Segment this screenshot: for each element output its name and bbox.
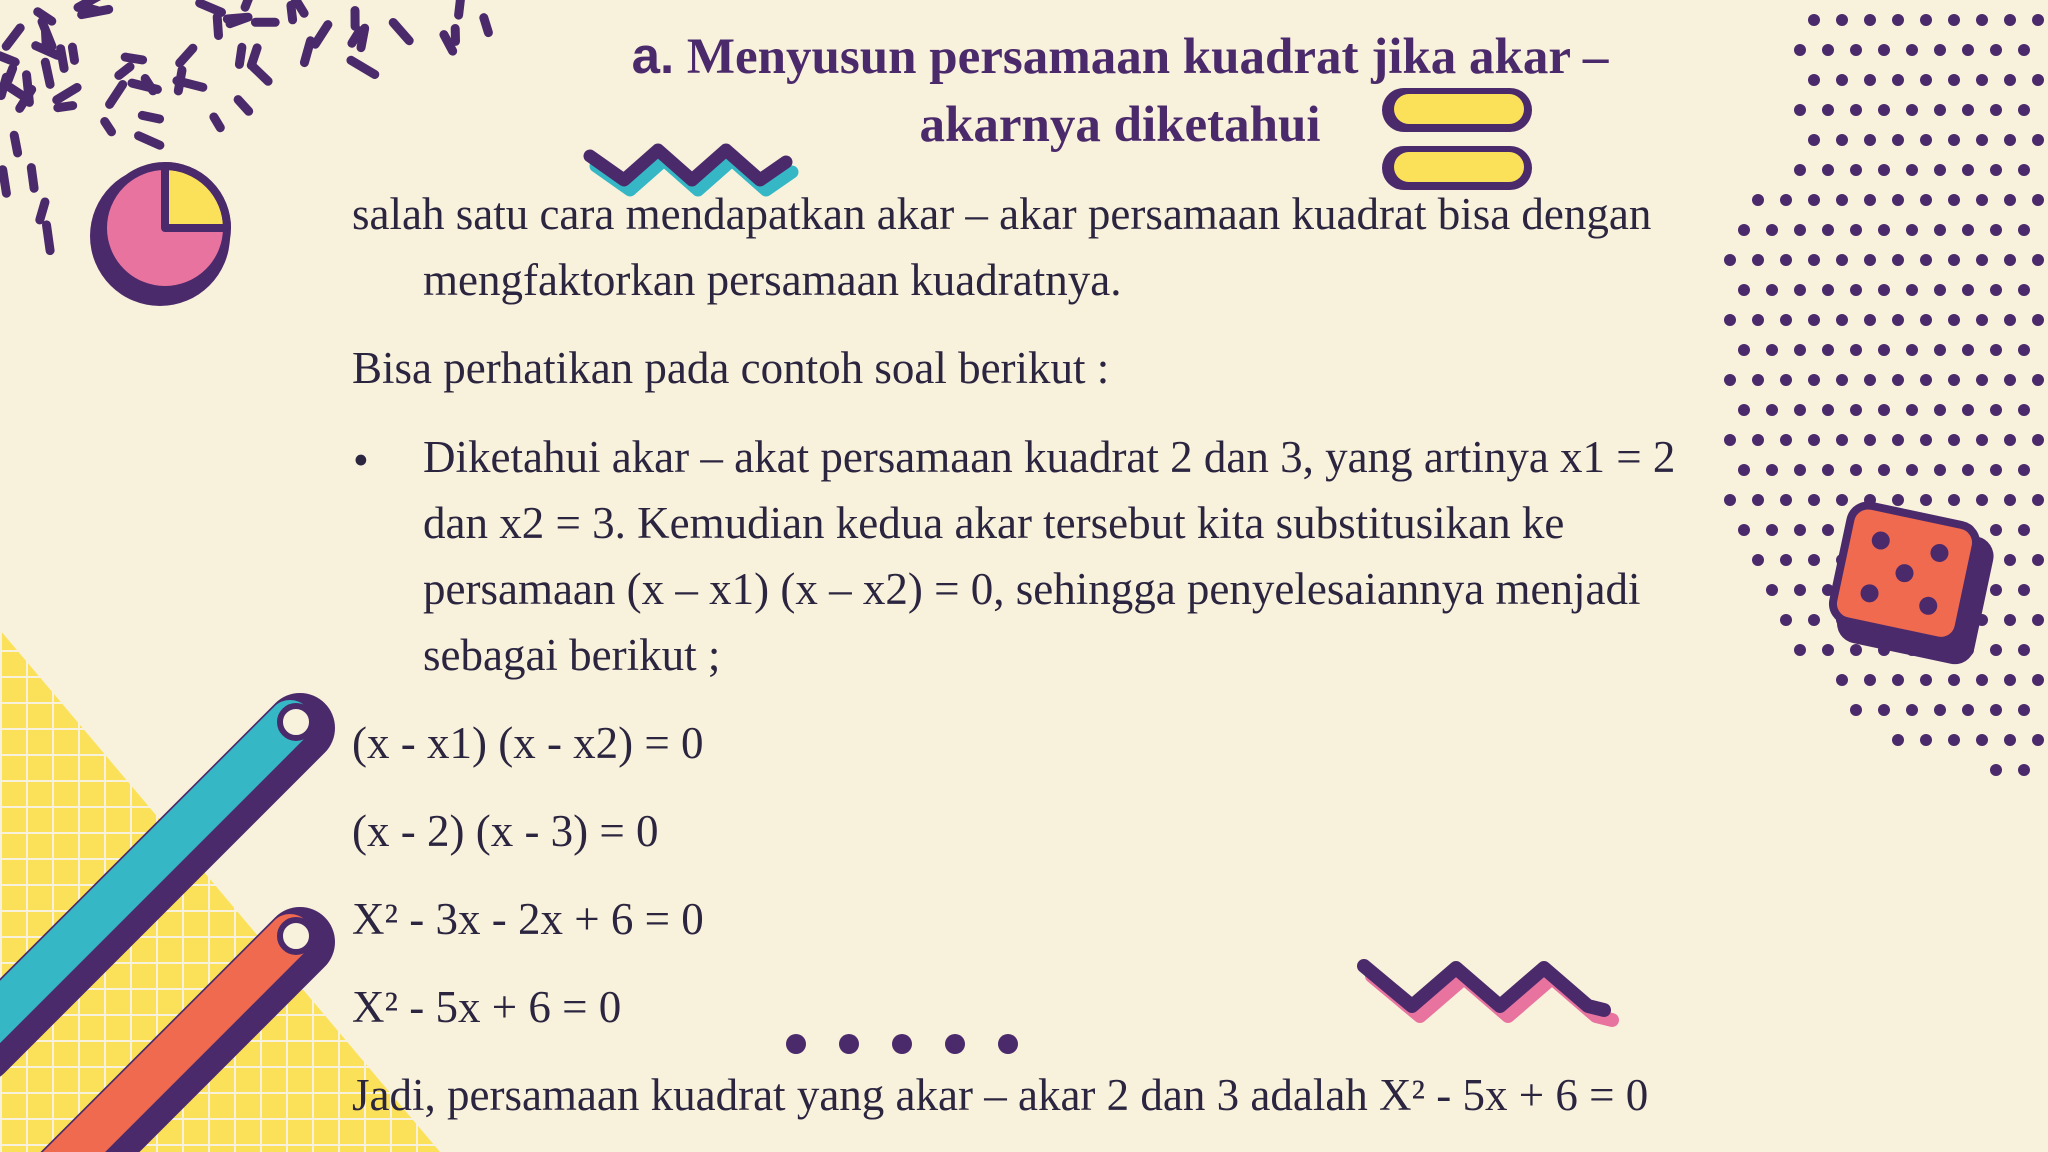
polka-dot (1794, 284, 1806, 296)
polka-dot (1990, 464, 2002, 476)
polka-dot (2018, 524, 2030, 536)
confetti-dash (6, 28, 20, 46)
polka-dot (1864, 314, 1876, 326)
polka-dot (2004, 614, 2016, 626)
polka-dot (1766, 284, 1778, 296)
polka-dot (2018, 464, 2030, 476)
confetti-dash (47, 225, 51, 251)
polka-dot (1794, 44, 1806, 56)
polka-dot (1822, 404, 1834, 416)
polka-dot (1878, 464, 1890, 476)
confetti-dash (139, 136, 160, 145)
confetti-dash (315, 25, 328, 45)
polka-dot (1808, 194, 1820, 206)
polka-dot (2032, 14, 2044, 26)
polka-dot (1738, 404, 1750, 416)
polka-dot (1724, 314, 1736, 326)
polka-dot (1864, 14, 1876, 26)
conclusion: Jadi, persamaan kuadrat yang akar – akar 2 dan 3 adalah X² - 5x + 6 = 0 (352, 1070, 1649, 1120)
polka-dot (2018, 404, 2030, 416)
polka-dot (1794, 524, 1806, 536)
polka-dot (1752, 494, 1764, 506)
polka-dot (1962, 164, 1974, 176)
polka-dot (1906, 224, 1918, 236)
polka-dot (1934, 404, 1946, 416)
polka-dot (1808, 554, 1820, 566)
polka-dot (1794, 404, 1806, 416)
polka-dot (2004, 554, 2016, 566)
polka-dot (1836, 434, 1848, 446)
polka-dot (1892, 254, 1904, 266)
polka-dot (1808, 374, 1820, 386)
polka-dot (1920, 674, 1932, 686)
example-intro: Bisa perhatikan pada contoh soal berikut : (352, 343, 1110, 393)
confetti-dash (295, 0, 304, 13)
polka-dot (1976, 734, 1988, 746)
polka-dot (1878, 44, 1890, 56)
title-prefix: a. (631, 27, 675, 84)
polka-dot (1976, 434, 1988, 446)
polka-dot (2004, 74, 2016, 86)
polka-dot (1948, 434, 1960, 446)
confetti-dash (238, 100, 249, 112)
polka-dot (1808, 614, 1820, 626)
polka-dot (1878, 344, 1890, 356)
polka-dot (1780, 494, 1792, 506)
polka-dot (1836, 134, 1848, 146)
polka-dot (1780, 374, 1792, 386)
polka-dot (1878, 704, 1890, 716)
polka-dot (1892, 14, 1904, 26)
polka-dot (1794, 584, 1806, 596)
polka-dot (2018, 584, 2030, 596)
confetti-dash (40, 202, 45, 220)
polka-dot (1738, 284, 1750, 296)
polka-dot (1738, 224, 1750, 236)
polka-dot (1752, 554, 1764, 566)
polka-dot (1738, 344, 1750, 356)
polka-dot (1948, 194, 1960, 206)
polka-dot (1920, 374, 1932, 386)
polka-dot (1948, 14, 1960, 26)
polka-dot (2004, 314, 2016, 326)
confetti-dash (3, 170, 7, 194)
polka-dot (1822, 344, 1834, 356)
polka-dot (1976, 134, 1988, 146)
polka-dot (1878, 104, 1890, 116)
polka-dot (1990, 284, 2002, 296)
polka-dot (1808, 434, 1820, 446)
polka-dot (2032, 74, 2044, 86)
polka-dot (2032, 194, 2044, 206)
polka-dot (2004, 734, 2016, 746)
polka-dot (1864, 674, 1876, 686)
polka-dot (1780, 614, 1792, 626)
polka-dot (2004, 14, 2016, 26)
confetti-dash (72, 47, 74, 60)
polka-dot (2018, 644, 2030, 656)
confetti-dash (58, 106, 73, 108)
dot-row (786, 1034, 1018, 1054)
confetti-dash (31, 168, 34, 189)
polka-dot (2004, 194, 2016, 206)
confetti-dash (105, 122, 112, 132)
polka-dot (2032, 614, 2044, 626)
confetti-dash (142, 115, 159, 119)
confetti-dash (180, 48, 193, 63)
polka-dot (1990, 404, 2002, 416)
polka-dot (1850, 404, 1862, 416)
dice-icon (1825, 502, 1998, 668)
polka-dot (1836, 674, 1848, 686)
polka-dot (1920, 494, 1932, 506)
polka-dot (1948, 134, 1960, 146)
polka-dot (2032, 434, 2044, 446)
confetti-dash (57, 88, 77, 100)
polka-dot (1906, 44, 1918, 56)
polka-dot (1808, 134, 1820, 146)
confetti-dash (239, 47, 242, 64)
polka-dot (1864, 134, 1876, 146)
polka-dot (1822, 284, 1834, 296)
polka-dot (2032, 134, 2044, 146)
polka-dot (1990, 224, 2002, 236)
polka-dot (1878, 404, 1890, 416)
polka-dot (1962, 464, 1974, 476)
title-line1: Menyusun persamaan kuadrat jika akar – (686, 29, 1609, 85)
step-1: (x - x1) (x - x2) = 0 (352, 718, 704, 768)
polka-dot (1794, 224, 1806, 236)
polka-dot (1948, 74, 1960, 86)
polka-dot (1878, 164, 1890, 176)
polka-dot (1794, 104, 1806, 116)
polka-dot (1766, 224, 1778, 236)
step-3: X² - 3x - 2x + 6 = 0 (352, 894, 704, 944)
polka-dot (1780, 194, 1792, 206)
polka-dot (1850, 464, 1862, 476)
polka-dot (2004, 374, 2016, 386)
polka-dot (1920, 254, 1932, 266)
polka-dot (1920, 194, 1932, 206)
polka-dot (2018, 104, 2030, 116)
polka-dot (2018, 704, 2030, 716)
polka-dot (2004, 254, 2016, 266)
polka-dot (1850, 344, 1862, 356)
polka-dot (1738, 524, 1750, 536)
polka-dot (1906, 404, 1918, 416)
confetti-dash (484, 18, 489, 33)
polka-dot (2018, 224, 2030, 236)
polka-dot (2032, 374, 2044, 386)
polka-dot (2018, 164, 2030, 176)
polka-dot (1934, 344, 1946, 356)
polka-dot (1962, 44, 1974, 56)
polka-dot (1906, 704, 1918, 716)
polka-dot (2032, 314, 2044, 326)
polka-dot (1948, 734, 1960, 746)
polka-dot (1752, 254, 1764, 266)
polka-dot (1990, 644, 2002, 656)
slide-title (560, 22, 1680, 159)
confetti-dash (119, 67, 130, 76)
polka-dot (1724, 494, 1736, 506)
confetti-dash (217, 17, 218, 36)
confetti-dash (230, 18, 247, 24)
polka-dot (1850, 644, 1862, 656)
polka-dot (1906, 104, 1918, 116)
polka-dot (1962, 224, 1974, 236)
polka-dot (1752, 314, 1764, 326)
polka-dot (1780, 554, 1792, 566)
intro-line-1: salah satu cara mendapatkan akar – akar persamaan kuadrat bisa dengan (352, 189, 1652, 239)
polka-dot (1934, 44, 1946, 56)
polka-dot (1962, 404, 1974, 416)
polka-dot (2032, 494, 2044, 506)
polka-dot (1920, 134, 1932, 146)
confetti-dash (459, 0, 461, 15)
polka-dot (1850, 704, 1862, 716)
polka-dot (1948, 494, 1960, 506)
polka-dot (2032, 554, 2044, 566)
confetti-dash (214, 117, 220, 128)
polka-dot (1766, 524, 1778, 536)
polka-dot (2032, 254, 2044, 266)
polka-dot (1822, 164, 1834, 176)
polka-dot (1864, 254, 1876, 266)
polka-dot (1892, 734, 1904, 746)
polka-dot (1948, 674, 1960, 686)
polka-dot (2004, 434, 2016, 446)
polka-dot (1920, 14, 1932, 26)
polka-dot (1934, 284, 1946, 296)
polka-dot (2018, 764, 2030, 776)
polka-dot (1724, 434, 1736, 446)
polka-dot (1766, 404, 1778, 416)
polka-dot (1892, 434, 1904, 446)
polka-dot (2004, 674, 2016, 686)
confetti-dash (245, 0, 250, 7)
polka-dot (1808, 254, 1820, 266)
polka-dot (1976, 194, 1988, 206)
polka-dot (1892, 194, 1904, 206)
zigzag-bottom (1364, 966, 1612, 1020)
polka-dot (1836, 254, 1848, 266)
bullet-line-3: persamaan (x – x1) (x – x2) = 0, sehingga penyelesaiannya menjadi (423, 564, 1641, 614)
polka-dot (1892, 674, 1904, 686)
bullet-line-1: Diketahui akar – akat persamaan kuadrat 2 dan 3, yang artinya x1 = 2 (423, 432, 1676, 482)
polka-dot (1850, 104, 1862, 116)
polka-dot (1962, 284, 1974, 296)
polka-dot (1864, 374, 1876, 386)
polka-dot (2018, 44, 2030, 56)
polka-dot (1738, 464, 1750, 476)
polka-dot (1948, 314, 1960, 326)
polka-dot (2032, 734, 2044, 746)
polka-dot (1990, 44, 2002, 56)
polka-dot (2004, 494, 2016, 506)
polka-dot (1766, 584, 1778, 596)
polka-dot (1752, 374, 1764, 386)
polka-dot (1906, 164, 1918, 176)
polka-dot (1864, 194, 1876, 206)
pie-chart-icon (90, 166, 230, 306)
polka-dot (1822, 644, 1834, 656)
confetti-dash (291, 5, 293, 19)
polka-dot (1906, 464, 1918, 476)
step-2: (x - 2) (x - 3) = 0 (352, 806, 659, 856)
confetti-dash (351, 60, 375, 74)
confetti-dash (0, 56, 15, 62)
polka-dot (1990, 104, 2002, 116)
polka-dot (1780, 314, 1792, 326)
confetti-dash (253, 67, 268, 81)
confetti-dash (8, 68, 13, 80)
polka-dot (1990, 344, 2002, 356)
polka-dot (1724, 254, 1736, 266)
polka-dot (1962, 104, 1974, 116)
polka-dot (1822, 464, 1834, 476)
polka-dot (1794, 464, 1806, 476)
polka-dot (1892, 374, 1904, 386)
polka-dot (1976, 314, 1988, 326)
polka-dot (1794, 164, 1806, 176)
polka-dot (1836, 314, 1848, 326)
polka-dot (1948, 374, 1960, 386)
polka-dot (1794, 644, 1806, 656)
polka-dot (1934, 704, 1946, 716)
bullet-marker: • (353, 435, 369, 485)
polka-dot (2032, 674, 2044, 686)
polka-dot (1892, 494, 1904, 506)
polka-dot (1808, 314, 1820, 326)
polka-dot (1892, 314, 1904, 326)
polka-dot (1920, 734, 1932, 746)
confetti-dash (61, 49, 65, 69)
polka-dot (1850, 44, 1862, 56)
polka-dot (1920, 434, 1932, 446)
polka-dot (1976, 674, 1988, 686)
polka-dot (1990, 524, 2002, 536)
polka-dot (2018, 344, 2030, 356)
polka-dot (1794, 344, 1806, 356)
polka-dot (1990, 164, 2002, 176)
polka-dot (1864, 434, 1876, 446)
confetti-dash (178, 70, 182, 91)
polka-dot (1878, 284, 1890, 296)
polka-dot (1976, 14, 1988, 26)
polka-dot (1752, 194, 1764, 206)
polka-dot (1808, 74, 1820, 86)
polka-dot (1836, 374, 1848, 386)
polka-dot (1976, 74, 1988, 86)
confetti-dash (393, 23, 409, 41)
polka-dot (1822, 104, 1834, 116)
polka-dot (1836, 74, 1848, 86)
polka-dot (1850, 224, 1862, 236)
polka-dot (1990, 584, 2002, 596)
polka-dot (1976, 254, 1988, 266)
polka-dot (1766, 464, 1778, 476)
polka-dot (1822, 224, 1834, 236)
polka-dot (1934, 104, 1946, 116)
polka-dot (1752, 434, 1764, 446)
polka-dot (1724, 374, 1736, 386)
polka-dot (1934, 464, 1946, 476)
bullet-line-4: sebagai berikut ; (423, 630, 721, 680)
step-4: X² - 5x + 6 = 0 (352, 982, 622, 1032)
polka-dot (1822, 44, 1834, 56)
polka-dot (2004, 134, 2016, 146)
polka-dot (1892, 74, 1904, 86)
polka-dot (1836, 14, 1848, 26)
confetti-dash (304, 41, 310, 63)
polka-dot (1864, 74, 1876, 86)
polka-dot (1906, 284, 1918, 296)
polka-dot (1920, 74, 1932, 86)
polka-dot (1962, 344, 1974, 356)
polka-dot (2018, 284, 2030, 296)
confetti-dash (14, 135, 17, 153)
polka-dot (1990, 704, 2002, 716)
polka-dot (1878, 224, 1890, 236)
polka-dot (1808, 494, 1820, 506)
bullet-line-2: dan x2 = 3. Kemudian kedua akar tersebut kita substitusikan ke (423, 498, 1565, 548)
confetti-dash (110, 85, 123, 105)
confetti-dash (45, 62, 50, 84)
polka-dots (1724, 14, 2044, 776)
polka-dot (1934, 164, 1946, 176)
polka-dot (1836, 194, 1848, 206)
confetti-dash (125, 57, 142, 60)
polka-dot (1976, 494, 1988, 506)
polka-dot (1934, 224, 1946, 236)
polka-dot (1906, 344, 1918, 356)
confetti-dash (200, 3, 222, 12)
polka-dot (1822, 524, 1834, 536)
polka-dot (1850, 284, 1862, 296)
polka-dot (1976, 374, 1988, 386)
polka-dot (1962, 704, 1974, 716)
title-line2: akarnya diketahui (919, 97, 1321, 153)
intro-line-2: mengfaktorkan persamaan kuadratnya. (423, 255, 1122, 305)
polka-dot (1836, 494, 1848, 506)
polka-dot (1850, 164, 1862, 176)
polka-dot (1990, 764, 2002, 776)
polka-dot (1780, 434, 1792, 446)
polka-dot (1892, 134, 1904, 146)
polka-dot (1808, 14, 1820, 26)
polka-dot (1766, 344, 1778, 356)
polka-dot (1920, 314, 1932, 326)
polka-dot (1948, 254, 1960, 266)
polka-dot (1780, 254, 1792, 266)
